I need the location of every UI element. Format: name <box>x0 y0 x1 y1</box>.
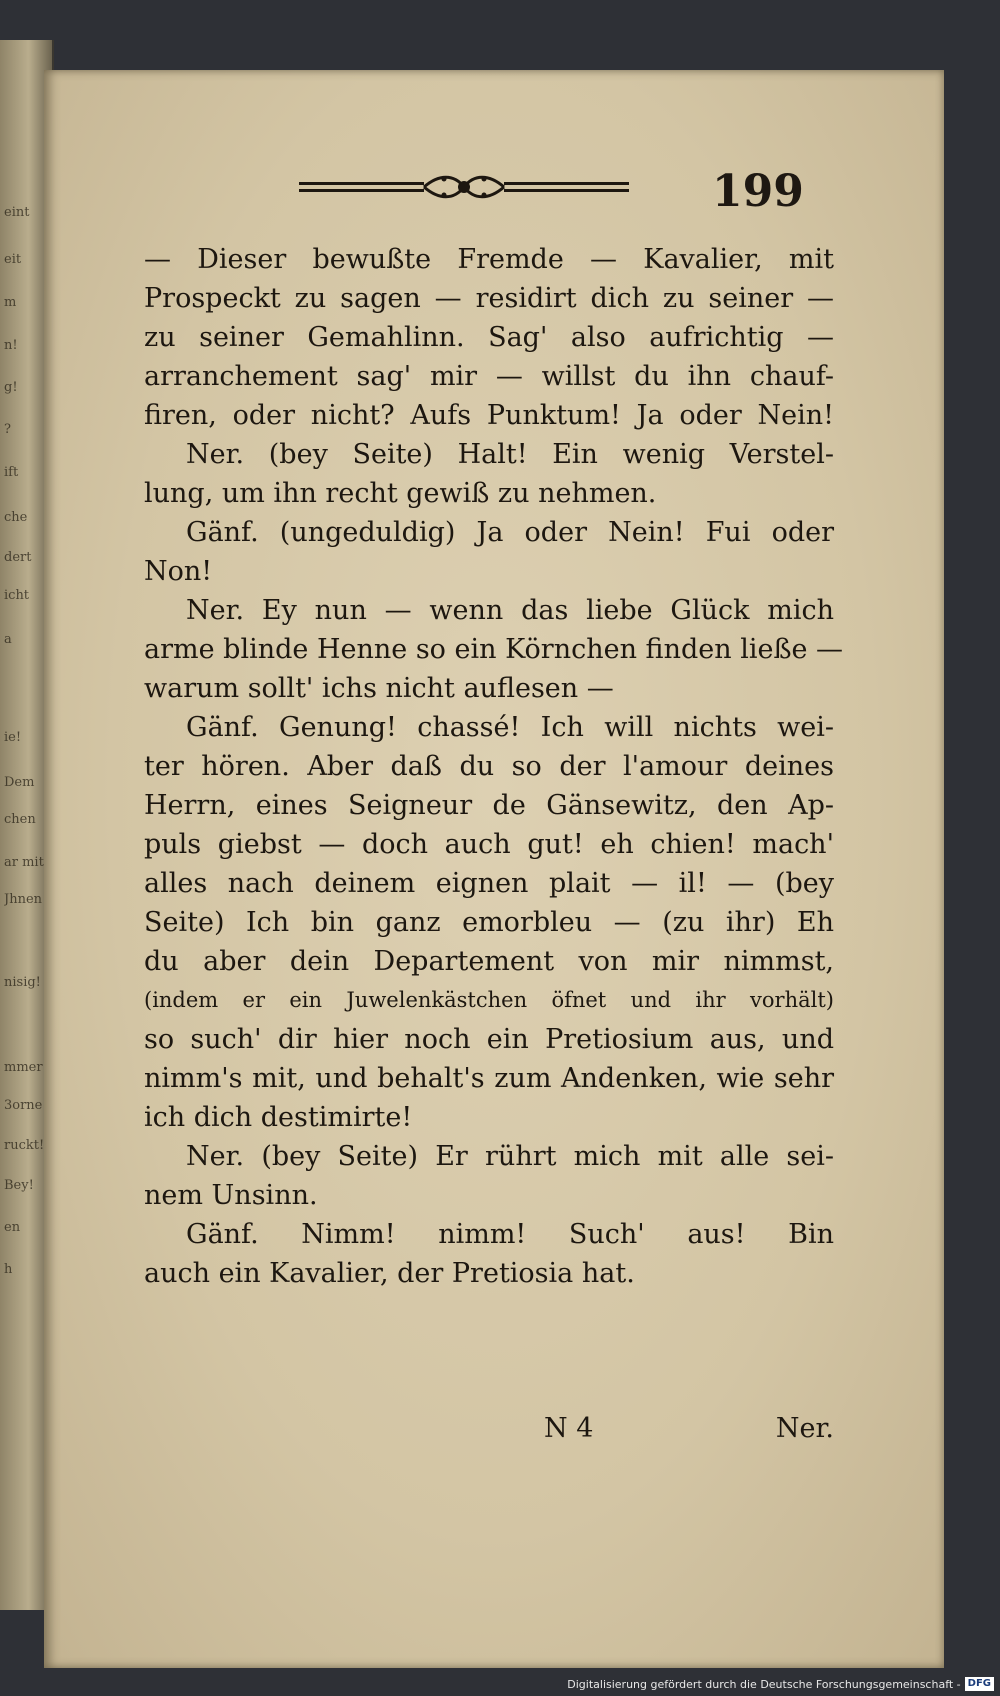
page-footer <box>144 1413 834 1453</box>
text-line: Non! <box>144 556 213 587</box>
text-line: Herrn, eines Seigneur de Gänsewitz, den Ap- <box>144 790 834 821</box>
text-line: arranchement sag' mir — willst du ihn chauf- <box>144 361 834 392</box>
credit-text: Digitalisierung gefördert durch die Deutsche Forschungsgemeinschaft - <box>567 1677 961 1691</box>
text-line: Ner. (bey Seite) Halt! Ein wenig Verstel- <box>186 439 834 470</box>
facing-page-fragment: ift <box>4 465 19 479</box>
page-number: 199 <box>712 166 804 217</box>
text-line: nem Unsinn. <box>144 1180 318 1211</box>
facing-page-fragment: Bey! <box>4 1178 34 1192</box>
text-line: alles nach deinem eignen plait — il! — (bey <box>144 868 834 899</box>
text-line: auch ein Kavalier, der Pretiosia hat. <box>144 1258 635 1289</box>
facing-page-fragment: icht <box>4 588 30 602</box>
text-line: arme blinde Henne so ein Körnchen finden ließe — <box>144 634 844 665</box>
facing-page-fragment: Jhnen <box>4 892 43 906</box>
text-line: puls giebst — doch auch gut! eh chien! mach' <box>144 829 834 860</box>
facing-page-fragment: en <box>4 1220 21 1234</box>
signature-mark: N 4 <box>544 1413 594 1444</box>
text-line: ich dich destimirte! <box>144 1102 413 1133</box>
text-line: nimm's mit, und behalt's zum Andenken, wie sehr <box>144 1063 834 1094</box>
facing-page-fragment: Dem <box>4 775 35 789</box>
text-block <box>144 240 844 1293</box>
facing-page-fragment: eint <box>4 205 30 219</box>
facing-page-fragment: ruckt! <box>4 1138 44 1152</box>
text-line: Gänf. Nimm! nimm! Such' aus! Bin <box>186 1219 834 1250</box>
text-line: Prospeckt zu sagen — residirt dich zu seiner — <box>144 283 834 314</box>
text-line: Gänf. (ungeduldig) Ja oder Nein! Fui oder <box>186 517 834 548</box>
facing-page-fragment: dert <box>4 550 32 564</box>
facing-page-fragment: nisig! <box>4 975 41 989</box>
facing-page-fragment: ar mit <box>4 855 44 869</box>
facing-page-fragment: ? <box>4 422 11 436</box>
facing-page-fragment: chen <box>4 812 36 826</box>
text-line: Ner. Ey nun — wenn das liebe Glück mich <box>186 595 834 626</box>
digitization-credit <box>567 1675 994 1693</box>
facing-page-fragment: m <box>4 295 17 309</box>
facing-page-fragment: h <box>4 1262 13 1276</box>
facing-page-fragment: che <box>4 510 28 524</box>
stage-direction-line: (indem er ein Juwelenkästchen öfnet und ihr vorhält) <box>144 988 834 1012</box>
book-page <box>44 70 944 1668</box>
text-line: Ner. (bey Seite) Er rührt mich mit alle sei- <box>186 1141 834 1172</box>
text-line: du aber dein Departement von mir nimmst, <box>144 946 834 977</box>
text-line: lung, um ihn recht gewiß zu nehmen. <box>144 478 657 509</box>
facing-page-fragment: eit <box>4 252 22 266</box>
text-line: zu seiner Gemahlinn. Sag' also aufrichtig — <box>144 322 834 353</box>
facing-page-fragment: a <box>4 632 12 646</box>
facing-page-fragment: mmer <box>4 1060 43 1074</box>
ornamental-header-rule <box>299 170 629 204</box>
text-line: Seite) Ich bin ganz emorbleu — (zu ihr) Eh <box>144 907 834 938</box>
text-line: ter hören. Aber daß du so der l'amour deines <box>144 751 834 782</box>
facing-page-fragment: 3orne <box>4 1098 43 1112</box>
catchword: Ner. <box>775 1413 834 1444</box>
text-line: so such' dir hier noch ein Pretiosium aus, und <box>144 1024 834 1055</box>
dfg-logo: DFG <box>965 1677 994 1691</box>
text-line: firen, oder nicht? Aufs Punktum! Ja oder Nein! <box>144 400 834 431</box>
text-line: Gänf. Genung! chassé! Ich will nichts wei- <box>186 712 834 743</box>
facing-page-fragment: n! <box>4 338 18 352</box>
facing-page-fragment: g! <box>4 380 18 394</box>
text-line: warum sollt' ichs nicht auflesen — <box>144 673 614 704</box>
text-line: — Dieser bewußte Fremde — Kavalier, mit <box>144 244 834 275</box>
facing-page-fragment: ie! <box>4 730 22 744</box>
